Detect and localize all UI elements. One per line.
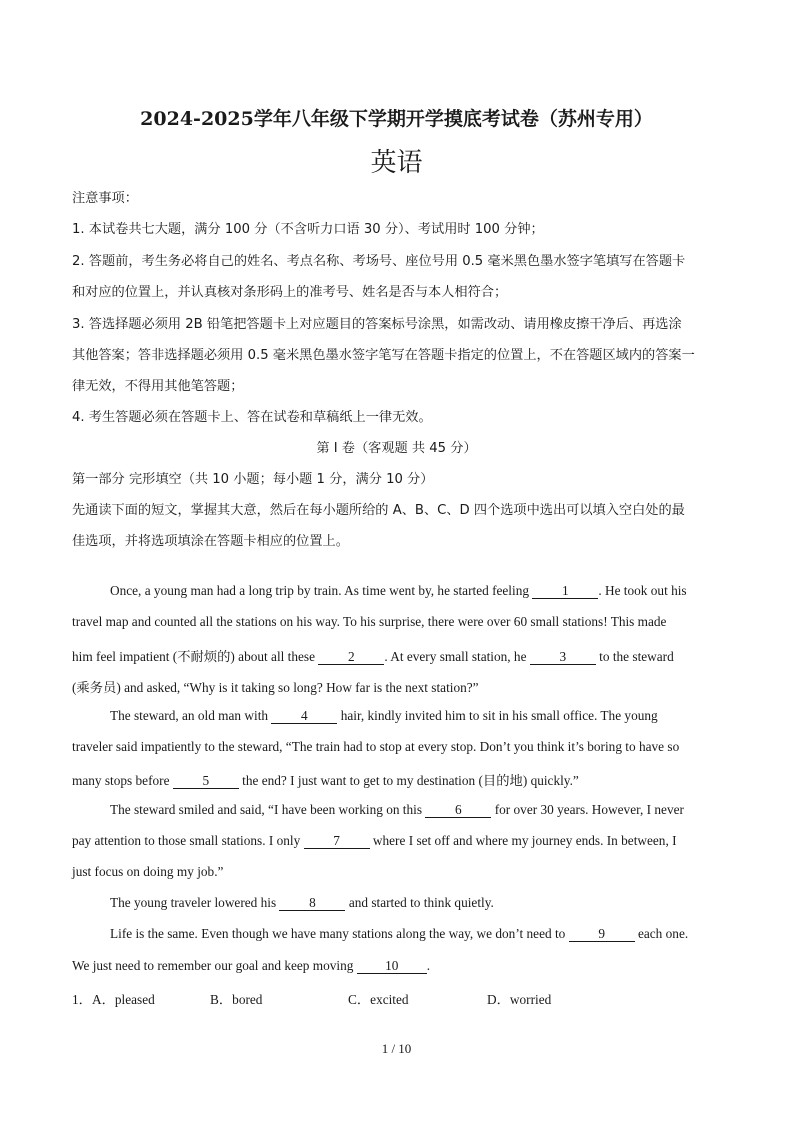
volume-heading: 第 I 卷（客观题 共 45 分）: [316, 441, 477, 456]
option-d: D．worried: [487, 992, 552, 1007]
passage-line: Life is the same. Even though we have many stations along the way, we don’t need to 9 each one.: [110, 926, 689, 941]
notice-line: 2. 答题前，考生务必将自己的姓名、考点名称、考场号、座位号用 0.5 毫米黑色墨水签字笔填写在答题卡: [72, 254, 686, 269]
option-a: A．pleased: [92, 992, 155, 1007]
question-number: 1．: [72, 992, 92, 1007]
blank-6: 6: [425, 803, 491, 818]
notice-line: 其他答案；答非选择题必须用 0.5 毫米黑色墨水签字笔写在答题卡指定的位置上，不在答题区域内的答案一: [72, 348, 695, 363]
subject-title: 英语: [370, 148, 423, 178]
blank-4: 4: [271, 709, 337, 724]
passage-line: (乘务员) and asked, “Why is it taking so long? How far is the next station?”: [72, 680, 479, 695]
passage-line: many stops before 5 the end? I just want to get to my destination (目的地) quickly.”: [72, 773, 579, 788]
passage-line: The steward smiled and said, “I have been working on this 6 for over 30 years. However, I never: [110, 802, 684, 817]
blank-8: 8: [279, 896, 345, 911]
blank-10: 10: [357, 959, 427, 974]
option-c: C．excited: [348, 992, 409, 1007]
passage-line: travel map and counted all the stations on his way. To his surprise, there were over 60 small stations! This made: [72, 614, 667, 629]
passage-line: The steward, an old man with 4 hair, kindly invited him to sit in his small office. The young: [110, 708, 658, 723]
passage-line: Once, a young man had a long trip by train. As time went by, he started feeling 1 . He took out his: [110, 583, 687, 598]
exam-title: 2024-2025学年八年级下学期开学摸底考试卷（苏州专用）: [140, 108, 653, 130]
notice-heading: 注意事项：: [72, 191, 138, 206]
option-b: B．bored: [210, 992, 263, 1007]
blank-5: 5: [173, 774, 239, 789]
blank-9: 9: [569, 927, 635, 942]
passage-line: pay attention to those small stations. I only 7 where I set off and where my journey ends. In between, I: [72, 833, 677, 848]
blank-3: 3: [530, 650, 596, 665]
page-number: 1 / 10: [381, 1041, 412, 1056]
passage-line: We just need to remember our goal and keep moving 10 .: [72, 958, 431, 973]
blank-2: 2: [318, 650, 384, 665]
instruction-line: 佳选项，并将选项填涂在答题卡相应的位置上。: [72, 534, 349, 549]
notice-line: 律无效，不得用其他笔答题；: [72, 379, 244, 394]
part-heading: 第一部分 完形填空（共 10 小题；每小题 1 分，满分 10 分）: [72, 472, 434, 487]
blank-1: 1: [532, 584, 598, 599]
blank-7: 7: [304, 834, 370, 849]
passage-line: him feel impatient (不耐烦的) about all these 2 . At every small station, he 3 to the steward: [72, 649, 674, 664]
passage-line: traveler said impatiently to the steward, “The train had to stop at every stop. Don’t you think it’s boring to have so: [72, 739, 680, 754]
notice-line: 和对应的位置上，并认真核对条形码上的准考号、姓名是否与本人相符合；: [72, 285, 508, 300]
notice-line: 4. 考生答题必须在答题卡上、答在试卷和草稿纸上一律无效。: [72, 410, 432, 425]
passage-line: The young traveler lowered his 8 and started to think quietly.: [110, 895, 494, 910]
notice-line: 3. 答选择题必须用 2B 铅笔把答题卡上对应题目的答案标号涂黑，如需改动、请用橡皮擦干净后、再选涂: [72, 317, 682, 332]
notice-line: 1. 本试卷共七大题，满分 100 分（不含听力口语 30 分）、考试用时 100 分钟；: [72, 222, 544, 237]
instruction-line: 先通读下面的短文，掌握其大意，然后在每小题所给的 A、B、C、D 四个选项中选出可以填入空白处的最: [72, 503, 685, 518]
passage-line: just focus on doing my job.”: [72, 864, 224, 879]
